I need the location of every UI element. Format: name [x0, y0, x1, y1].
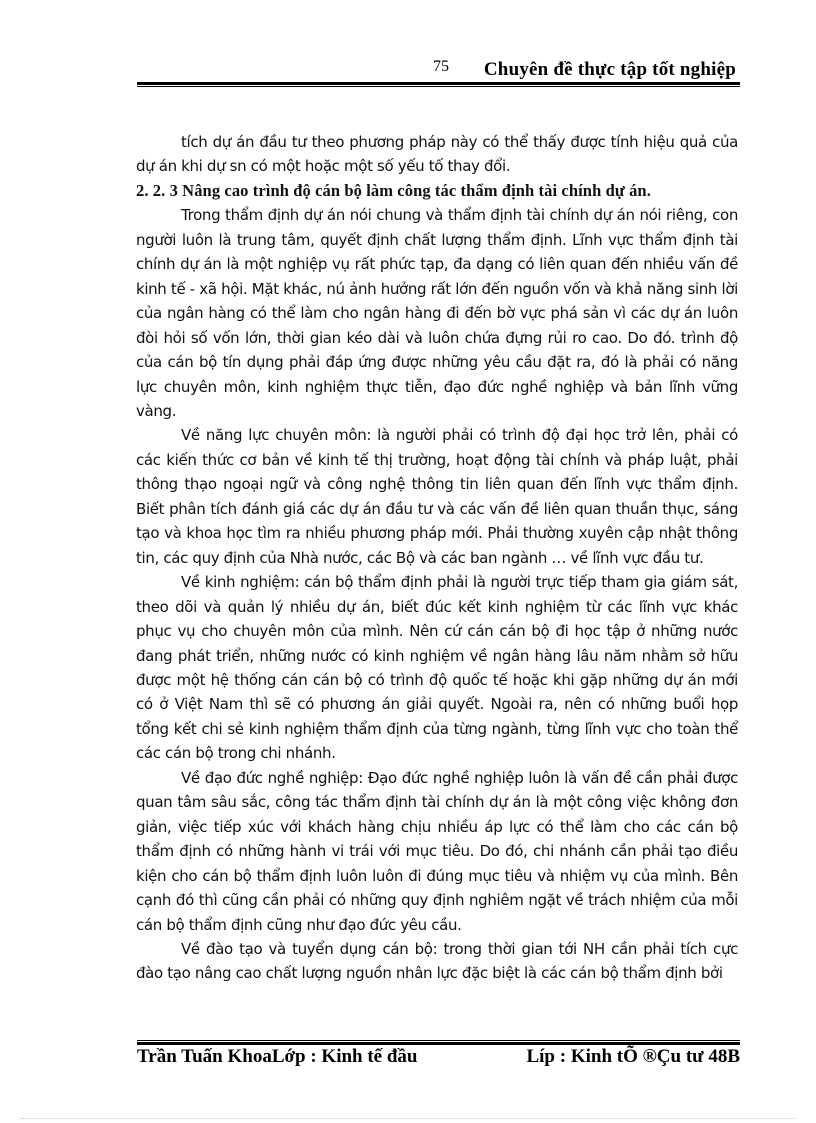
page-edge-divider: [20, 1118, 796, 1119]
header-title: Chuyên đề thực tập tốt nghiệp: [483, 59, 736, 80]
paragraph: Về đào tạo và tuyển dụng cán bộ: trong thời gian tới NH cần phải tích cực đào tạo nâng cao chất lượng nguồn nhân lực đặc biệt là các cán bộ thẩm định bởi: [136, 939, 738, 983]
footer-class: Líp : Kinh tÕ ®Çu tư 48B: [526, 1046, 740, 1067]
paragraph: Về kinh nghiệm: cán bộ thẩm định phải là người trực tiếp tham gia giám sát, theo dõi và quản lý nhiều dự án, biết đúc kết kinh nghiệm từ các lĩnh vực khác phục vụ cho chuyên môn của mình. Nên cứ cán cán bộ đi học tập ở những nước đang phát triển, những nước có kinh nghiệm về ngân hàng lâu năm nhằm sở hữu được một hệ thống cán cán bộ có trình độ quốc tế hoặc khi gặp những dự án mới có ở Việt Nam thì sẽ có phương án giải quyết. Ngoài ra, nên có những buổi họp tổng kết chi sẻ kinh nghiệm thẩm định của từng ngành, từng lĩnh vực cho toàn thể các cán bộ trong chi nhánh.: [136, 573, 738, 763]
section-heading: 2. 2. 3 Nâng cao trình độ cán bộ làm công tác thẩm định tài chính dự án.: [136, 180, 651, 200]
document-body: [136, 130, 738, 986]
paragraph: Về năng lực chuyên môn: là người phải có trình độ đại học trở lên, phải có các kiến thức cơ bản về kinh tế thị trường, hoạt động tài chính và pháp luật, phải thông thạo ngoại ngữ và công nghệ thông tin liên quan đến lĩnh vực thẩm định. Biết phân tích đánh giá các dự án đầu tư và các vấn đề liên quan thuần thục, sáng tạo và khoa học tìm ra nhiều phương pháp mới. Phải thường xuyên cập nhật thông tin, các quy định của Nhà nước, các Bộ và các ban ngành … về lĩnh vực đầu tư.: [136, 426, 738, 567]
paragraph: Trong thẩm định dự án nói chung và thẩm định tài chính dự án nói riêng, con người luôn là trung tâm, quyết định chất lượng thẩm định. Lĩnh vực thẩm định tài chính dự án là một nghiệp vụ rất phức tạp, đa dạng có liên quan đến nhiều vấn đề kinh tế - xã hội. Mặt khác, nú ảnh hưởng rất lớn đến nguồn vốn và khả năng sinh lời của ngân hàng có thể làm cho ngân hàng đi đến bờ vực phá sản vì các dự án luôn đòi hỏi số vốn lớn, thời gian kéo dài và luôn chứa đựng rủi ro cao. Do đó. trình độ của cán bộ tín dụng phải đáp ứng được những yêu cầu đặt ra, đó là phải có năng lực chuyên môn, kinh nghiệm thực tiễn, đạo đức nghề nghiệp và bản lĩnh vững vàng.: [136, 206, 738, 420]
page-number: 75: [433, 58, 449, 75]
header-rule: [137, 82, 740, 87]
paragraph-continuation: tích dự án đầu tư theo phương pháp này có thể thấy được tính hiệu quả của dự án khi dự sn có một hoặc một số yếu tố thay đổi.: [136, 133, 738, 176]
footer-author: Trần Tuấn KhoaLớp : Kinh tế đầu: [137, 1046, 418, 1067]
footer-rule: [137, 1040, 740, 1045]
page-header: [137, 55, 740, 83]
paragraph: Về đạo đức nghề nghiệp: Đạo đức nghề nghiệp luôn là vấn đề cần phải được quan tâm sâu sắc, công tác thẩm định tài chính dự án là một công việc không đơn giản, việc tiếp xúc với khách hàng chịu nhiều áp lực có thể làm cho các cán bộ thẩm định có những hành vi trái với mục tiêu. Do đó, chi nhánh cần phải tạo điều kiện cho cán bộ thẩm định luôn luôn đi đúng mục tiêu và nhiệm vụ của mình. Bên cạnh đó thì cũng cần phải có những quy định nghiêm ngặt về trách nhiệm của mỗi cán bộ thẩm định cũng như đạo đức yêu cầu.: [136, 768, 738, 934]
